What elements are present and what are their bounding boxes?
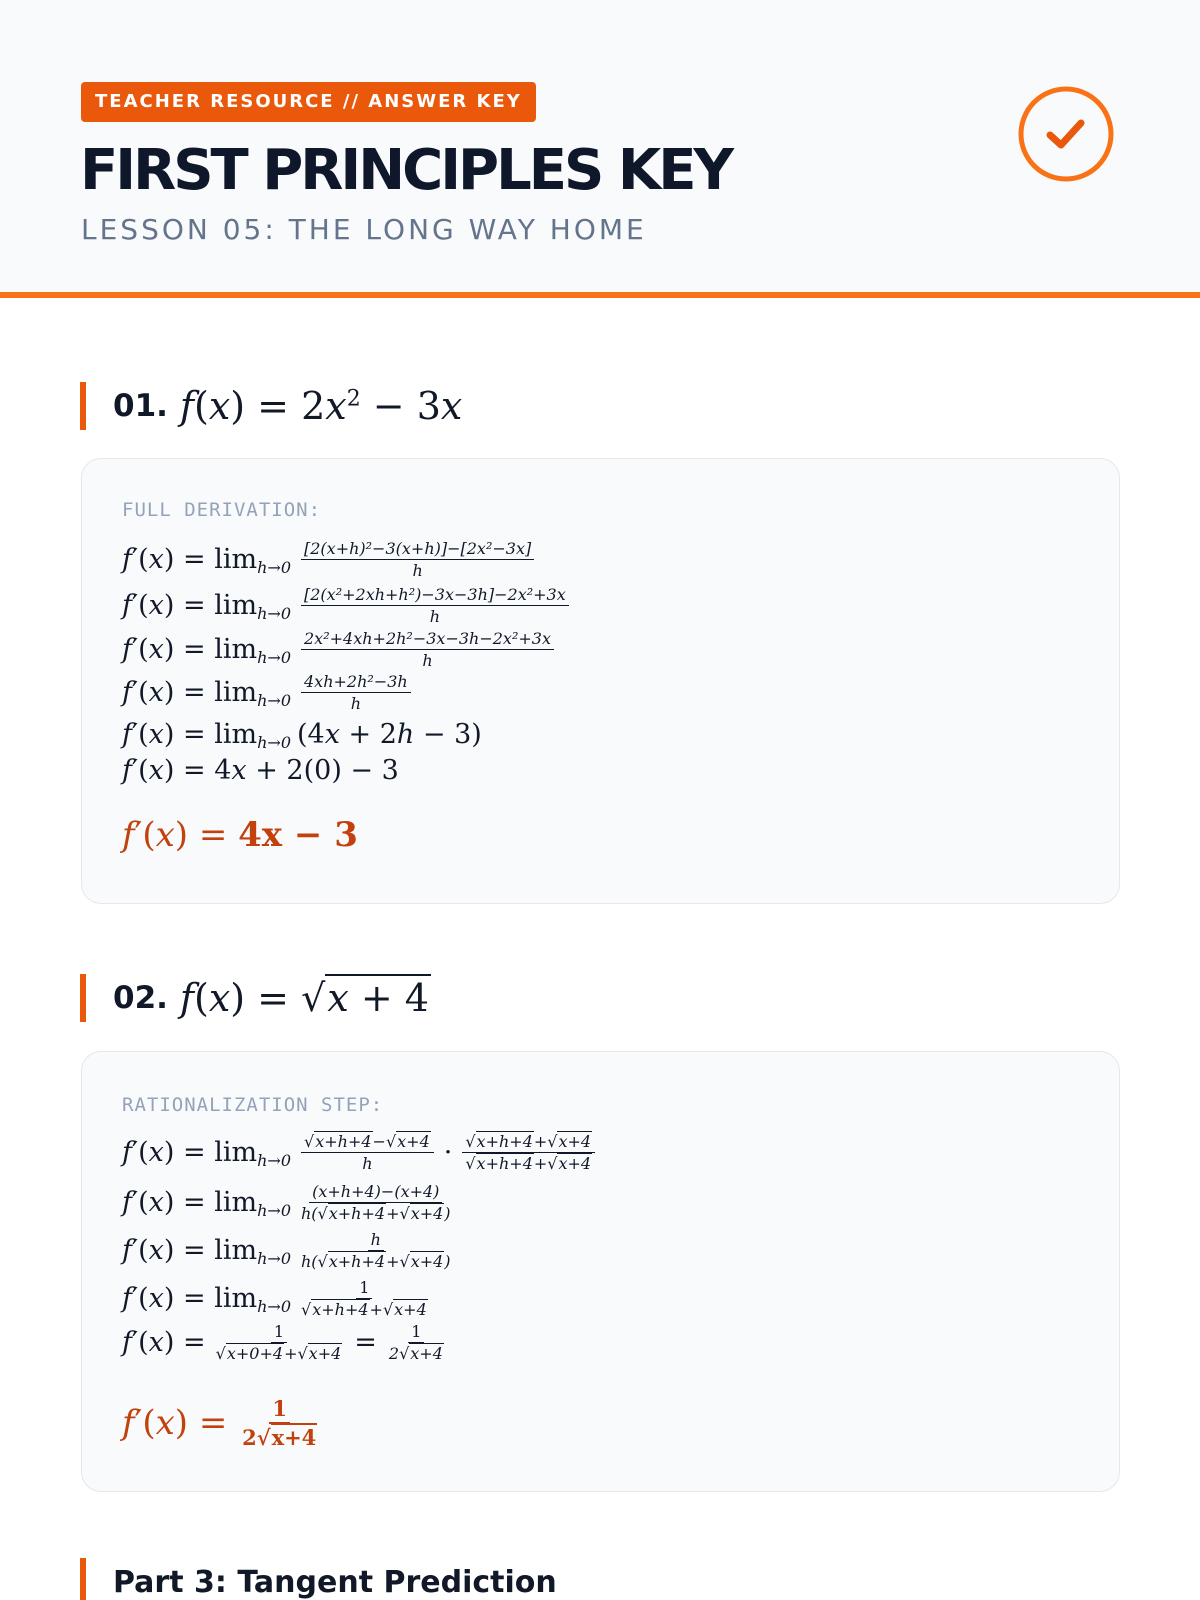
section-accent-bar	[80, 382, 86, 430]
problem-1-card	[81, 458, 1120, 904]
derivation-step: f′(x) = lim h→0 $\frac{\text{[2(x+h)²−3(x+h)]−[2x²−3x]}}{h}$	[122, 539, 538, 580]
problem-1-heading	[80, 382, 462, 430]
derivation-step: f′(x) = lim h→0 $\frac{\text{[2(x²+2xh+h²)−3x−3h]−2x²+3x}}{h}$	[122, 585, 573, 626]
derivation-step: f′(x) = lim h→0 $\frac{\text{2x²+4xh+2h²−3x−3h−2x²+3x}}{h}$	[122, 629, 558, 670]
derivation-label: FULL DERIVATION:	[122, 499, 322, 521]
lesson-subtitle: LESSON 05: THE LONG WAY HOME	[81, 213, 647, 246]
section-accent-bar	[80, 1558, 86, 1600]
section-accent-bar	[80, 974, 86, 1022]
final-answer: f′(x) = 4x − 3	[122, 815, 358, 855]
derivation-step: f′(x) = lim h→0 $\frac{h}{h(√x+h+4+√x+4)}$	[122, 1230, 451, 1271]
problem-2-heading	[80, 974, 431, 1022]
derivation-step: f′(x) = lim h→0 (4x + 2h − 3)	[122, 719, 482, 752]
answer-denominator: 2√x+4	[242, 1425, 317, 1450]
resource-badge: TEACHER RESOURCE // ANSWER KEY	[81, 82, 536, 122]
problem-number: 02.	[113, 980, 168, 1016]
answer-fraction	[242, 1396, 317, 1450]
answer-numerator: 1	[269, 1396, 290, 1424]
problem-number: 01.	[113, 388, 168, 424]
check-circle-icon	[1017, 85, 1115, 183]
final-answer: f′(x) = $\frac{1}{2√x+4}$	[122, 1396, 317, 1450]
derivation-step: f′(x) = 4x + 2(0) − 3	[122, 755, 399, 786]
answer-value: 4x − 3	[238, 815, 358, 855]
page-title: FIRST PRINCIPLES KEY	[80, 138, 732, 203]
part-3-heading	[80, 1558, 557, 1600]
rationalization-label: RATIONALIZATION STEP:	[122, 1094, 384, 1116]
problem-2-card	[81, 1051, 1120, 1492]
derivation-step: f′(x) = lim h→0 $\frac{√x+h+4-√x+4}{h}$ · $\frac{√x+h+4+√x+4}{√x+h+4+√x+4}$	[122, 1132, 599, 1173]
problem-function: f(x) = √x + 4	[179, 976, 429, 1020]
derivation-step: f′(x) = lim h→0 $\frac{\text{4xh+2h²−3h}}{h}$	[122, 672, 415, 713]
part-3-title: Part 3: Tangent Prediction	[113, 1564, 557, 1600]
page-header	[0, 0, 1200, 298]
derivation-step: f′(x) = lim h→0 $\frac{(x+h+4)-(x+4)}{h(√x+h+4+√x+4)}$	[122, 1182, 451, 1223]
derivation-step: f′(x) = lim h→0 $\frac{1}{√x+h+4+√x+4}$	[122, 1278, 427, 1319]
derivation-step: f′(x) = $\frac{1}{√x+0+4+√x+4}$ = $\frac{1}{2√x+4}$	[122, 1322, 443, 1363]
problem-function: $f(x) = 2x^2 - 3x$	[179, 384, 463, 428]
